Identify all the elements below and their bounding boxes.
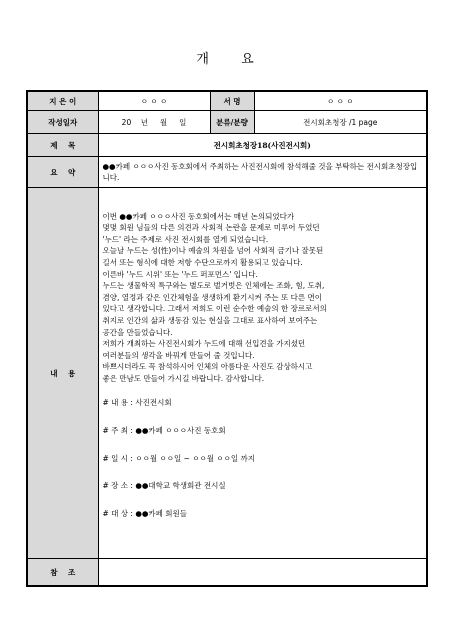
content-body: [98, 188, 427, 559]
content-line: 여러분들의 생각을 바꿔게 만들어 줄 것입니다.: [102, 350, 255, 360]
content-paragraph: [103, 211, 423, 385]
content-line: 취지로 인간의 삶과 생동감 있는 현실을 그대로 표사하여 보여주는: [102, 315, 318, 325]
detail-host: # 주 최 : ●●카페 ㅇㅇㅇ사진 동호회: [102, 426, 226, 436]
summary-row: [27, 157, 427, 188]
content-line: 이번 ●●카페 ㅇㅇㅇ사진 동호회에서는 매년 논의되었다가: [102, 211, 295, 221]
content-line: 이른바 '누드 시위' 또는 '누드 퍼포먼스' 입니다.: [102, 269, 258, 279]
category-label: 분류/분량: [210, 111, 254, 134]
detail-content: # 내 용 : 사진전시회: [102, 398, 172, 408]
content-line: 누드는 생물학적 특구와는 별도로 벌거벗은 인체에는 조화, 힘, 도취,: [102, 281, 325, 291]
signature-value: ㅇ ㅇ ㅇ: [254, 91, 427, 111]
content-line: 좋은 만남도 만들어 가시길 바랍니다. 감사합니다.: [102, 373, 265, 383]
subject-label: 제 목: [27, 134, 98, 157]
date-row: [27, 111, 427, 134]
detail-place: # 장 소 : ●●대학교 학생회관 전시실: [102, 481, 226, 491]
content-line: 겸양, 열정과 같은 인간체험을 생생하게 환기시켜 주는 또 다른 면이: [102, 292, 322, 302]
date-value: 20 년 월 일: [98, 111, 210, 134]
author-value: ㅇ ㅇ ㅇ: [98, 91, 210, 111]
signature-label: 서 명: [210, 91, 254, 111]
detail-date: # 일 시 : ㅇㅇ월 ㅇㅇ일 ~ ㅇㅇ월 ㅇㅇ일 까지: [102, 453, 255, 463]
content-label: 내 용: [27, 188, 98, 559]
content-line: 몇몇 회원 님들의 다른 의견과 사회적 논란을 문제로 미루어 두었던: [102, 223, 320, 233]
title-char-1: 개: [196, 52, 209, 67]
content-line: 길서 또는 형식에 대한 저항 수단으로까지 활용되고 있습니다.: [102, 257, 303, 267]
subject-value: 전시회초청장18(사진전시회): [98, 134, 427, 157]
title-char-2: 요: [241, 52, 254, 67]
author-label: 지 은 이: [27, 91, 98, 111]
reference-row: [27, 559, 427, 587]
content-line: '누드' 라는 주제로 사진 전시회를 열게 되었습니다.: [102, 234, 269, 244]
category-value: 전시회초청장 /1 page: [254, 111, 427, 134]
detail-audience: # 대 상 : ●●카페 회원들: [102, 508, 188, 518]
summary-label: 요 약: [27, 157, 98, 188]
overview-form-table: [26, 90, 428, 587]
content-row: [27, 188, 427, 559]
reference-value: [98, 559, 427, 587]
subject-row: [27, 134, 427, 157]
reference-label: 참 조: [27, 559, 98, 587]
content-line: 공간을 만들었습니다.: [102, 327, 173, 337]
page-title: [0, 48, 450, 67]
event-details: [103, 397, 423, 519]
author-row: [27, 91, 427, 111]
content-line: 오늘날 누드는 성(性)이나 예술의 차원을 넘어 사회적 금기나 잘못된: [102, 246, 324, 256]
content-line: 바쁘시더라도 꼭 참석하시어 인체의 아름다운 사진도 감상하시고: [102, 362, 313, 372]
date-label: 작성일자: [27, 111, 98, 134]
content-line: 있다고 생각합니다. 그래서 저희도 이런 순수한 예술의 한 장르로서의: [102, 304, 327, 314]
summary-value: ●●카페 ㅇㅇㅇ사진 동호회에서 주최하는 사진전시회에 참석해줄 것을 부탁하는 전시회초청장입니다.: [98, 157, 427, 188]
content-line: 저희가 개최하는 사진전시회가 누드에 대해 선입견을 가지셨던: [102, 339, 306, 349]
